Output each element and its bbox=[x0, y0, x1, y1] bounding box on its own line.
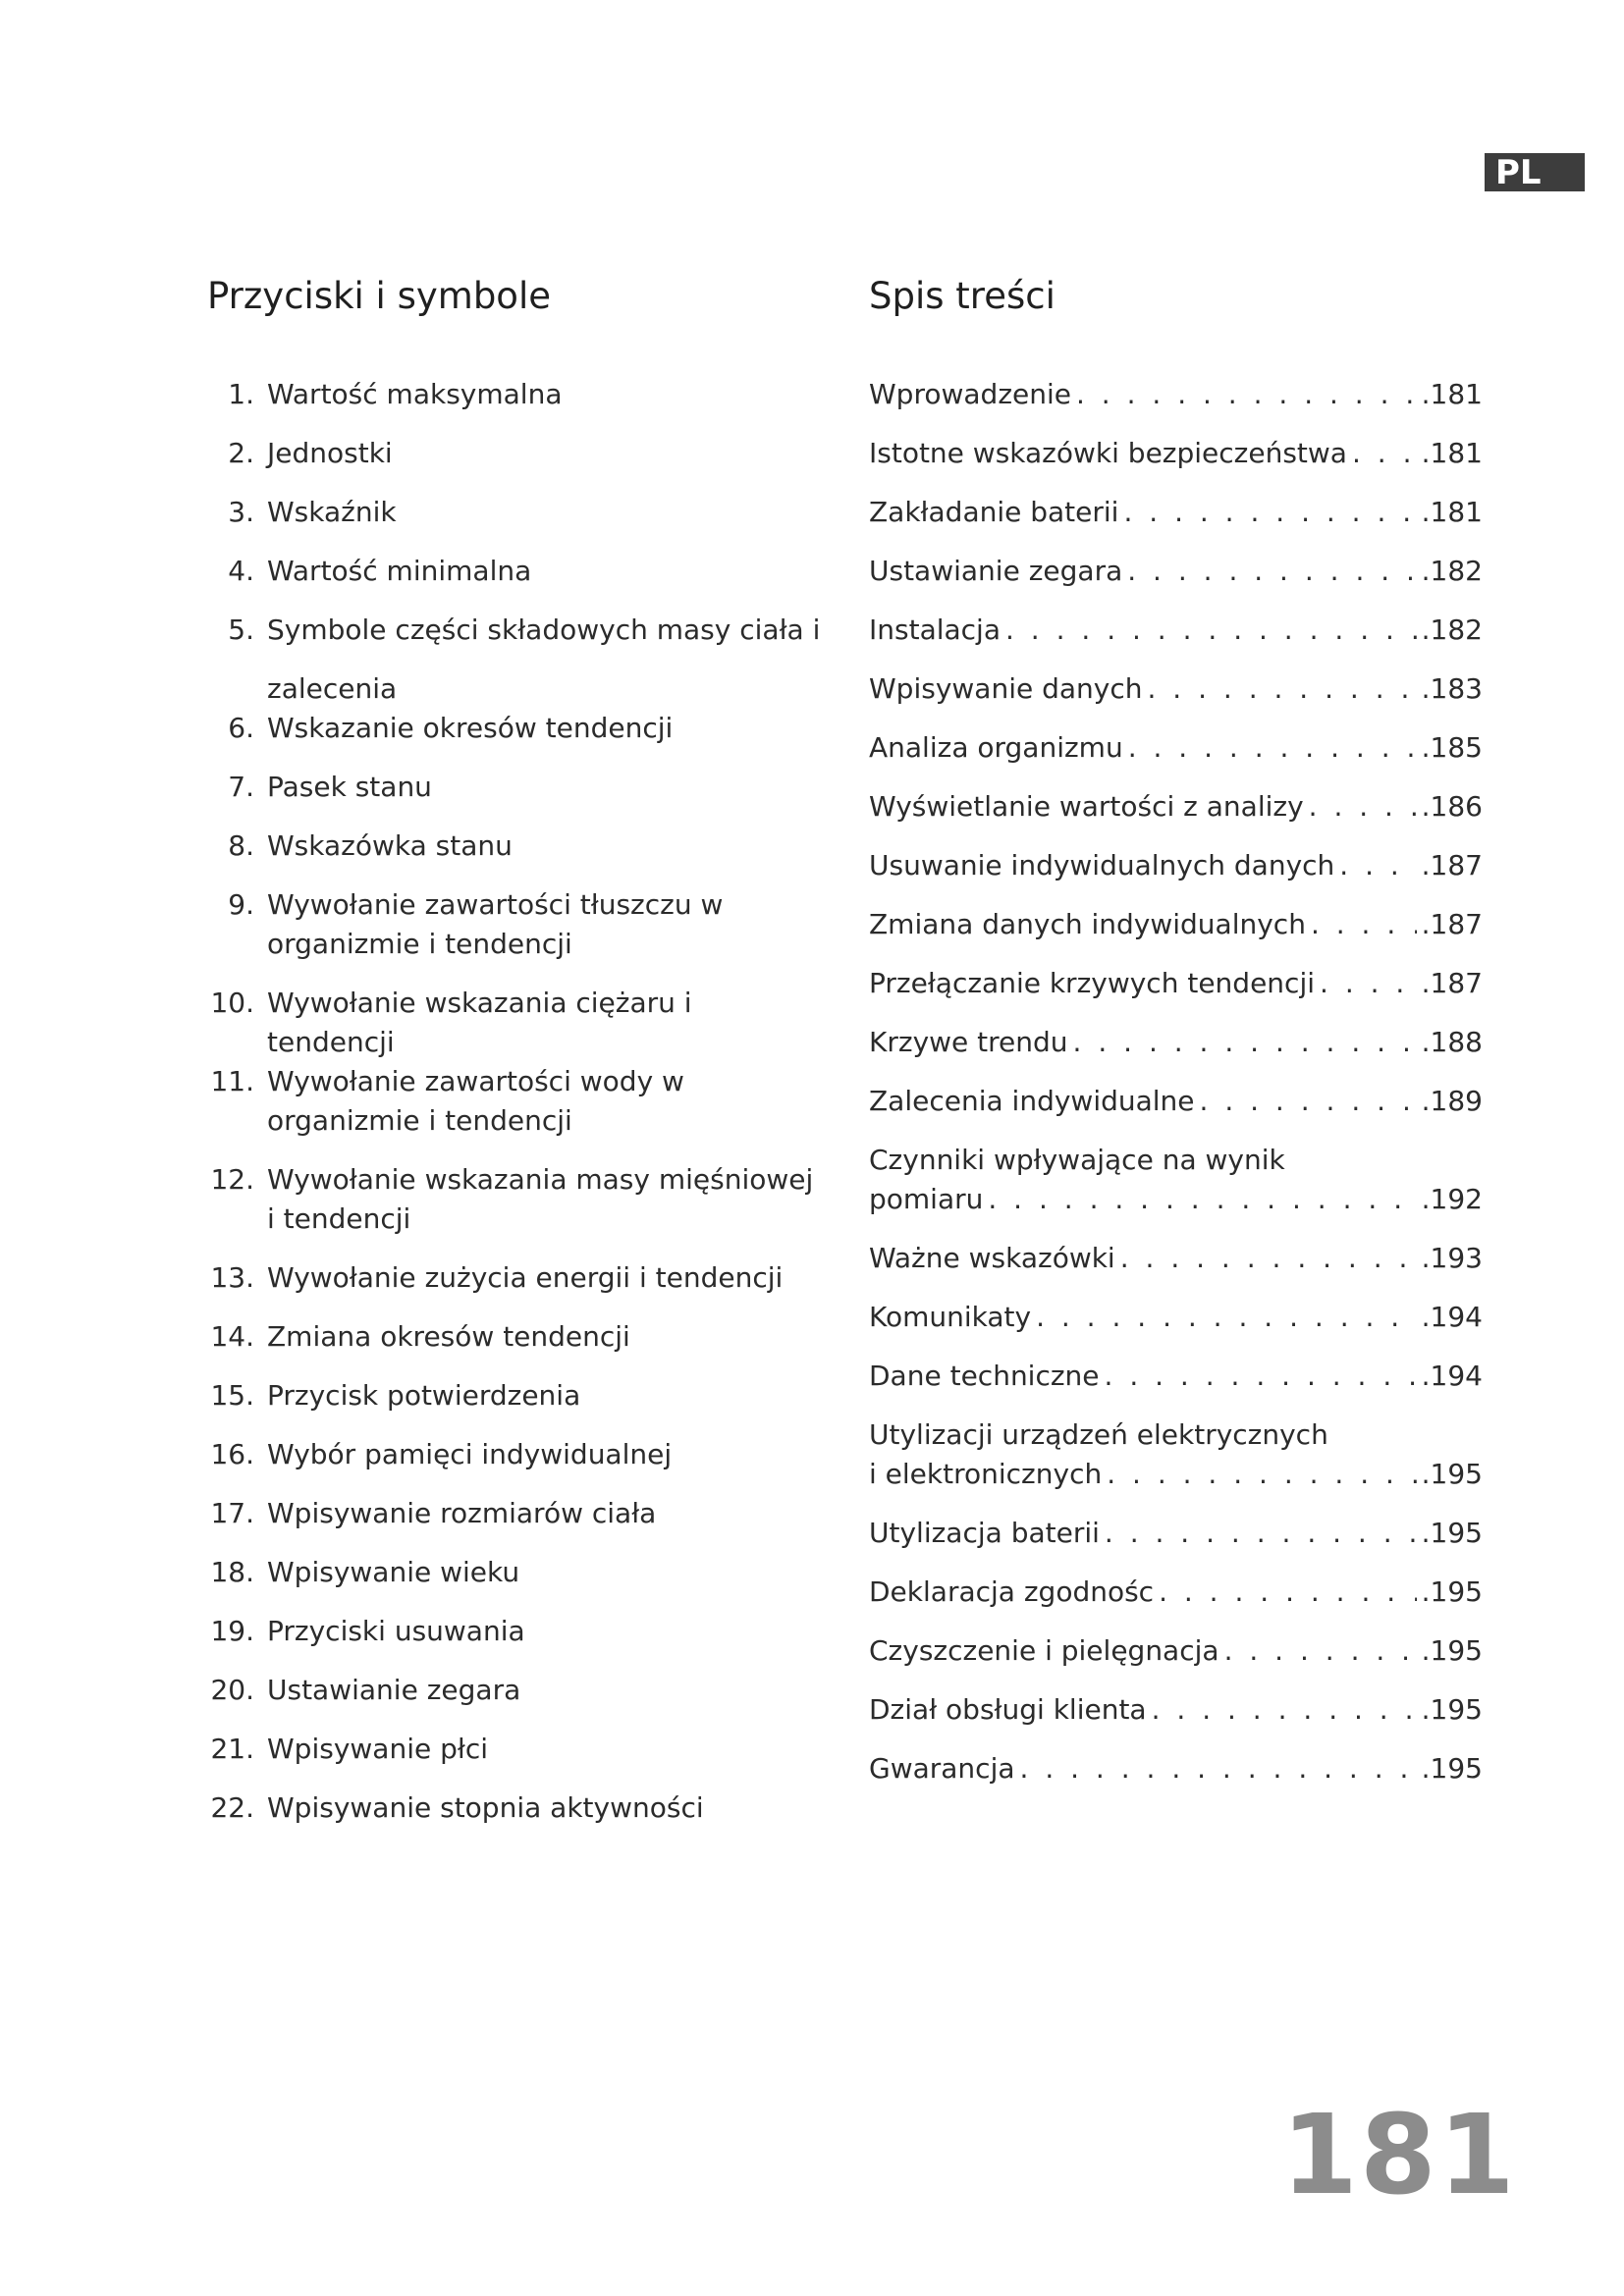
symbol-number: 22. bbox=[210, 1791, 254, 1824]
toc-dot-leader bbox=[1200, 1082, 1417, 1121]
toc-entry-title: Utylizacja baterii bbox=[869, 1517, 1100, 1549]
toc-page-number: .182 bbox=[1421, 555, 1483, 587]
toc-entry[interactable] bbox=[869, 1239, 1483, 1298]
symbol-list-item bbox=[206, 984, 825, 1062]
toc-page-number: .188 bbox=[1421, 1026, 1483, 1058]
toc-entry[interactable] bbox=[869, 787, 1483, 846]
toc-dot-leader bbox=[1311, 905, 1417, 944]
table-of-contents bbox=[869, 375, 1483, 1808]
toc-entry[interactable] bbox=[869, 846, 1483, 905]
toc-entry-title: pomiaru bbox=[869, 1183, 984, 1215]
toc-page-number: .187 bbox=[1421, 908, 1483, 940]
toc-entry[interactable] bbox=[869, 1141, 1483, 1239]
toc-page-number: .186 bbox=[1421, 790, 1483, 823]
toc-dot-leader bbox=[1224, 1631, 1417, 1671]
toc-dot-leader bbox=[1352, 434, 1417, 473]
toc-page-number: .192 bbox=[1421, 1183, 1483, 1215]
toc-entry[interactable] bbox=[869, 728, 1483, 787]
toc-entry[interactable] bbox=[869, 1573, 1483, 1631]
symbol-description: Wpisywanie płci bbox=[267, 1733, 489, 1765]
symbol-list-item bbox=[206, 552, 825, 611]
symbol-number: 14. bbox=[210, 1320, 254, 1353]
symbol-list-item bbox=[206, 1317, 825, 1376]
toc-dot-leader bbox=[1127, 552, 1416, 591]
toc-entry[interactable] bbox=[869, 1082, 1483, 1141]
buttons-symbols-heading: Przyciski i symbole bbox=[207, 275, 551, 317]
symbol-description: Ustawianie zegara bbox=[267, 1674, 521, 1706]
symbol-list-item bbox=[206, 1671, 825, 1730]
symbol-list bbox=[206, 375, 825, 1847]
symbol-list-item bbox=[206, 1376, 825, 1435]
symbol-list-item bbox=[206, 768, 825, 827]
toc-entry[interactable] bbox=[869, 375, 1483, 434]
toc-page-number: .183 bbox=[1421, 672, 1483, 705]
toc-entry[interactable] bbox=[869, 1415, 1483, 1514]
symbol-description bbox=[267, 611, 825, 709]
symbol-number: 3. bbox=[228, 496, 254, 528]
toc-entry[interactable] bbox=[869, 552, 1483, 611]
symbol-number: 10. bbox=[210, 987, 254, 1019]
toc-dot-leader bbox=[1148, 669, 1417, 709]
toc-dot-leader bbox=[1152, 1690, 1417, 1730]
toc-entry[interactable] bbox=[869, 611, 1483, 669]
symbol-description: Wywołanie zawartości wody w organizmie i tendencji bbox=[267, 1065, 684, 1137]
symbol-description: Wywołanie wskazania ciężaru i tendencji bbox=[267, 987, 692, 1058]
toc-entry[interactable] bbox=[869, 434, 1483, 493]
symbol-number: 19. bbox=[210, 1615, 254, 1647]
symbol-description: Wskazanie okresów tendencji bbox=[267, 712, 674, 744]
toc-entry-title: i elektronicznych bbox=[869, 1458, 1103, 1490]
toc-entry-title: Zalecenia indywidualne bbox=[869, 1085, 1195, 1117]
symbol-number: 21. bbox=[210, 1733, 254, 1765]
symbol-list-item bbox=[206, 375, 825, 434]
symbol-number: 6. bbox=[228, 712, 254, 744]
toc-entry[interactable] bbox=[869, 1631, 1483, 1690]
symbol-description: Przyciski usuwania bbox=[267, 1615, 525, 1647]
symbol-list-item bbox=[206, 1435, 825, 1494]
symbol-description: Wpisywanie wieku bbox=[267, 1556, 520, 1588]
language-badge: PL bbox=[1485, 153, 1585, 191]
symbol-list-item bbox=[206, 1612, 825, 1671]
toc-entry-title: Dane techniczne bbox=[869, 1360, 1100, 1392]
toc-dot-leader bbox=[1005, 611, 1417, 650]
toc-page-number: .195 bbox=[1421, 1575, 1483, 1608]
symbol-description-line: zalecenia bbox=[267, 672, 398, 705]
symbol-number: 20. bbox=[210, 1674, 254, 1706]
toc-entry-title: Czyszczenie i pielęgnacja bbox=[869, 1634, 1219, 1667]
symbol-list-item bbox=[206, 434, 825, 493]
toc-page-number: .194 bbox=[1421, 1301, 1483, 1333]
toc-dot-leader bbox=[1073, 1023, 1417, 1062]
symbol-description: Wybór pamięci indywidualnej bbox=[267, 1438, 673, 1470]
toc-entry-title: Dział obsługi klienta bbox=[869, 1693, 1147, 1726]
symbol-description-line: Symbole części składowych masy ciała i bbox=[267, 614, 821, 646]
toc-entry-title: Krzywe trendu bbox=[869, 1026, 1068, 1058]
symbol-number: 12. bbox=[210, 1163, 254, 1196]
toc-page-number: .187 bbox=[1421, 967, 1483, 999]
toc-entry[interactable] bbox=[869, 1514, 1483, 1573]
symbol-description: Pasek stanu bbox=[267, 771, 432, 803]
symbol-list-item bbox=[206, 493, 825, 552]
toc-entry-title: Instalacja bbox=[869, 614, 1001, 646]
symbol-number: 5. bbox=[228, 614, 254, 646]
toc-entry-title: Ustawianie zegara bbox=[869, 555, 1123, 587]
toc-dot-leader bbox=[1107, 1455, 1416, 1494]
toc-page-number: .181 bbox=[1421, 437, 1483, 469]
toc-entry-title: Przełączanie krzywych tendencji bbox=[869, 967, 1316, 999]
toc-dot-leader bbox=[1309, 787, 1417, 827]
toc-dot-leader bbox=[1036, 1298, 1417, 1337]
toc-dot-leader bbox=[1339, 846, 1416, 885]
symbol-list-item bbox=[206, 1494, 825, 1553]
toc-entry-title: Deklaracja zgodnośc bbox=[869, 1575, 1155, 1608]
toc-page-number: .195 bbox=[1421, 1634, 1483, 1667]
toc-dot-leader bbox=[1105, 1514, 1417, 1553]
toc-dot-leader bbox=[1320, 964, 1417, 1003]
symbol-list-item bbox=[206, 1553, 825, 1612]
toc-entry-title: Analiza organizmu bbox=[869, 731, 1123, 764]
symbol-number: 7. bbox=[228, 771, 254, 803]
toc-entry[interactable] bbox=[869, 1298, 1483, 1357]
symbol-list-item bbox=[206, 1062, 825, 1160]
toc-page-number: .195 bbox=[1421, 1517, 1483, 1549]
toc-page-number: .185 bbox=[1421, 731, 1483, 764]
toc-entry[interactable] bbox=[869, 493, 1483, 552]
symbol-description: Przycisk potwierdzenia bbox=[267, 1379, 581, 1412]
toc-page-number: .195 bbox=[1421, 1693, 1483, 1726]
symbol-number: 15. bbox=[210, 1379, 254, 1412]
symbol-number: 4. bbox=[228, 555, 254, 587]
toc-entry-title: Istotne wskazówki bezpieczeństwa bbox=[869, 437, 1347, 469]
symbol-number: 9. bbox=[228, 888, 254, 921]
toc-entry[interactable] bbox=[869, 964, 1483, 1023]
toc-dot-leader bbox=[988, 1180, 1416, 1219]
toc-entry-title: Zakładanie baterii bbox=[869, 496, 1119, 528]
symbol-description: Zmiana okresów tendencji bbox=[267, 1320, 630, 1353]
toc-entry-title-line: Utylizacji urządzeń elektrycznych bbox=[869, 1418, 1328, 1451]
toc-entry-title: Usuwanie indywidualnych danych bbox=[869, 849, 1335, 881]
toc-dot-leader bbox=[1020, 1749, 1417, 1789]
table-of-contents-heading: Spis treści bbox=[869, 275, 1056, 317]
symbol-description: Wskazówka stanu bbox=[267, 829, 513, 862]
symbol-description: Jednostki bbox=[267, 437, 393, 469]
toc-entry[interactable] bbox=[869, 1749, 1483, 1808]
symbol-number: 8. bbox=[228, 829, 254, 862]
symbol-list-item bbox=[206, 709, 825, 768]
symbol-description: Wartość maksymalna bbox=[267, 378, 563, 410]
toc-dot-leader bbox=[1159, 1573, 1417, 1612]
toc-entry[interactable] bbox=[869, 1690, 1483, 1749]
toc-page-number: .193 bbox=[1421, 1242, 1483, 1274]
toc-dot-leader bbox=[1076, 375, 1417, 414]
toc-entry-title: Ważne wskazówki bbox=[869, 1242, 1115, 1274]
symbol-number: 2. bbox=[228, 437, 254, 469]
symbol-list-item bbox=[206, 827, 825, 885]
toc-dot-leader bbox=[1105, 1357, 1417, 1396]
toc-dot-leader bbox=[1128, 728, 1417, 768]
toc-dot-leader bbox=[1120, 1239, 1417, 1278]
toc-entry[interactable] bbox=[869, 1357, 1483, 1415]
symbol-list-item bbox=[206, 1730, 825, 1789]
toc-entry[interactable] bbox=[869, 1023, 1483, 1082]
toc-entry-title: Zmiana danych indywidualnych bbox=[869, 908, 1306, 940]
symbol-list-item bbox=[206, 1160, 825, 1258]
symbol-number: 17. bbox=[210, 1497, 254, 1529]
toc-entry-title: Wyświetlanie wartości z analizy bbox=[869, 790, 1304, 823]
toc-entry-title: Komunikaty bbox=[869, 1301, 1032, 1333]
symbol-description: Wywołanie zużycia energii i tendencji bbox=[267, 1261, 784, 1294]
symbol-description: Wpisywanie rozmiarów ciała bbox=[267, 1497, 657, 1529]
toc-entry[interactable] bbox=[869, 669, 1483, 728]
symbol-number: 11. bbox=[210, 1065, 254, 1097]
symbol-number: 1. bbox=[228, 378, 254, 410]
toc-page-number: .182 bbox=[1421, 614, 1483, 646]
toc-page-number: .187 bbox=[1421, 849, 1483, 881]
toc-entry-title: Wprowadzenie bbox=[869, 378, 1071, 410]
toc-entry-title: Gwarancja bbox=[869, 1752, 1015, 1785]
symbol-description: Wywołanie zawartości tłuszczu w organizmie i tendencji bbox=[267, 888, 724, 960]
symbol-number: 18. bbox=[210, 1556, 254, 1588]
symbol-description: Wartość minimalna bbox=[267, 555, 532, 587]
toc-page-number: .195 bbox=[1421, 1458, 1483, 1490]
toc-page-number: .195 bbox=[1421, 1752, 1483, 1785]
symbol-list-item bbox=[206, 611, 825, 709]
toc-dot-leader bbox=[1123, 493, 1416, 532]
toc-entry-title-line: Czynniki wpływające na wynik bbox=[869, 1144, 1285, 1176]
toc-page-number: .189 bbox=[1421, 1085, 1483, 1117]
page-number: 181 bbox=[1281, 2092, 1517, 2219]
toc-entry-title: Wpisywanie danych bbox=[869, 672, 1143, 705]
symbol-description: Wskaźnik bbox=[267, 496, 397, 528]
symbol-number: 13. bbox=[210, 1261, 254, 1294]
symbol-description: Wywołanie wskazania masy mięśniowej i tendencji bbox=[267, 1163, 814, 1235]
toc-page-number: .181 bbox=[1421, 496, 1483, 528]
toc-entry[interactable] bbox=[869, 905, 1483, 964]
symbol-list-item bbox=[206, 1789, 825, 1847]
toc-page-number: .194 bbox=[1421, 1360, 1483, 1392]
toc-page-number: .181 bbox=[1421, 378, 1483, 410]
symbol-list-item bbox=[206, 885, 825, 984]
symbol-number: 16. bbox=[210, 1438, 254, 1470]
symbol-description: Wpisywanie stopnia aktywności bbox=[267, 1791, 704, 1824]
symbol-list-item bbox=[206, 1258, 825, 1317]
